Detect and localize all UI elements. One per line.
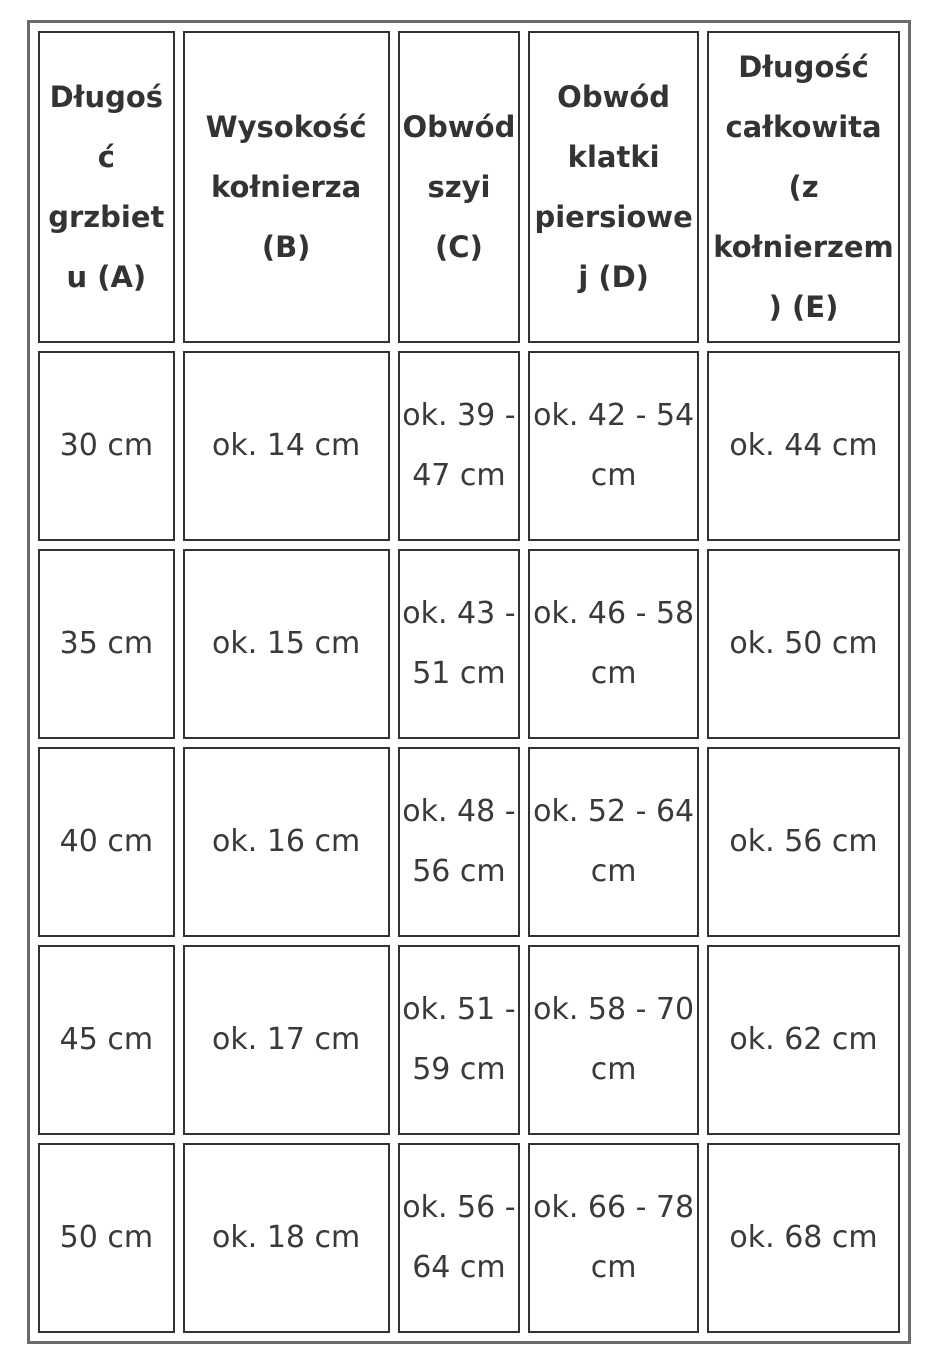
- cell-collar-height: ok. 14 cm: [183, 351, 390, 541]
- header-back-length: Długość grzbietu (A): [38, 31, 175, 343]
- cell-back-length: 35 cm: [38, 549, 175, 739]
- cell-neck-circumference: ok. 51 - 59 cm: [398, 945, 521, 1135]
- cell-back-length: 45 cm: [38, 945, 175, 1135]
- table-row: [38, 1143, 900, 1333]
- header-neck-circumference: Obwód szyi (C): [398, 31, 521, 343]
- header-total-length: Długość całkowita (z kołnierzem) (E): [707, 31, 900, 343]
- table-row: [38, 549, 900, 739]
- header-collar-height: Wysokość kołnierza (B): [183, 31, 390, 343]
- header-row: [38, 31, 900, 343]
- table-row: [38, 747, 900, 937]
- cell-neck-circumference: ok. 56 - 64 cm: [398, 1143, 521, 1333]
- cell-total-length: ok. 56 cm: [707, 747, 900, 937]
- cell-collar-height: ok. 18 cm: [183, 1143, 390, 1333]
- cell-back-length: 30 cm: [38, 351, 175, 541]
- table-row: [38, 351, 900, 541]
- cell-total-length: ok. 68 cm: [707, 1143, 900, 1333]
- cell-total-length: ok. 62 cm: [707, 945, 900, 1135]
- header-chest-circumference: Obwód klatki piersiowej (D): [528, 31, 699, 343]
- cell-collar-height: ok. 16 cm: [183, 747, 390, 937]
- cell-collar-height: ok. 17 cm: [183, 945, 390, 1135]
- cell-chest-circumference: ok. 58 - 70 cm: [528, 945, 699, 1135]
- cell-neck-circumference: ok. 39 - 47 cm: [398, 351, 521, 541]
- cell-neck-circumference: ok. 43 - 51 cm: [398, 549, 521, 739]
- cell-total-length: ok. 50 cm: [707, 549, 900, 739]
- cell-chest-circumference: ok. 66 - 78 cm: [528, 1143, 699, 1333]
- cell-neck-circumference: ok. 48 - 56 cm: [398, 747, 521, 937]
- cell-collar-height: ok. 15 cm: [183, 549, 390, 739]
- cell-back-length: 40 cm: [38, 747, 175, 937]
- cell-chest-circumference: ok. 52 - 64 cm: [528, 747, 699, 937]
- cell-total-length: ok. 44 cm: [707, 351, 900, 541]
- cell-back-length: 50 cm: [38, 1143, 175, 1333]
- cell-chest-circumference: ok. 46 - 58 cm: [528, 549, 699, 739]
- size-chart-table: [27, 20, 911, 1344]
- table-row: [38, 945, 900, 1135]
- cell-chest-circumference: ok. 42 - 54 cm: [528, 351, 699, 541]
